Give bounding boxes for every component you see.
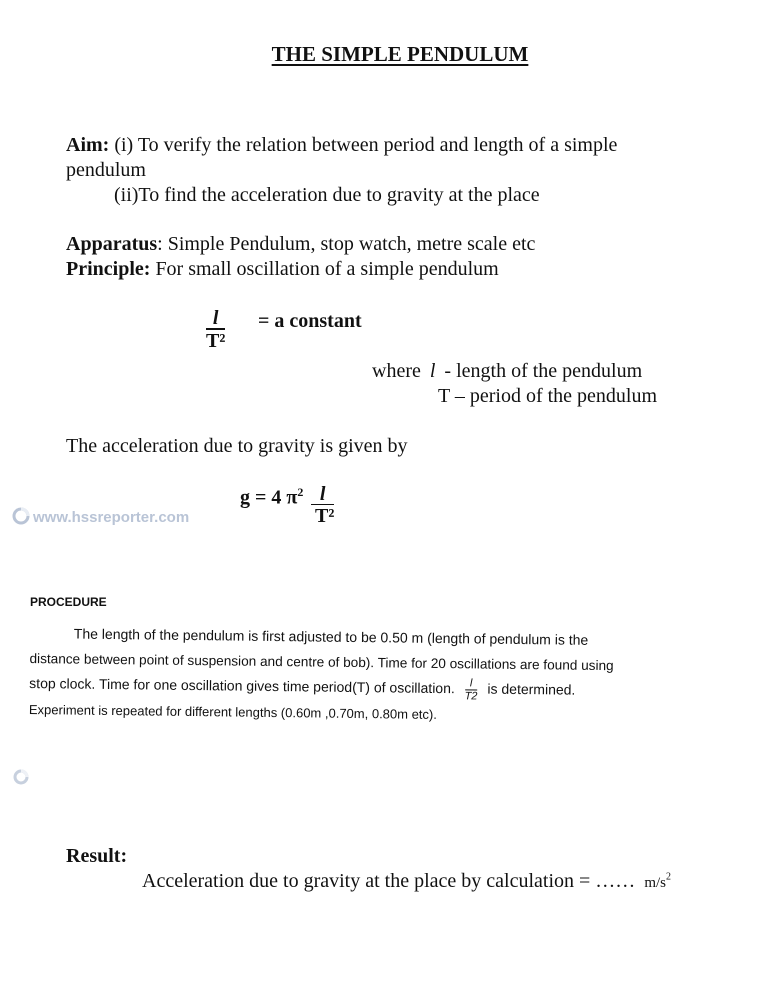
procedure-line-4: Experiment is repeated for different lengths (0.60m ,0.70m, 0.80m etc). [28, 701, 438, 722]
procedure-line-3a: stop clock. Time for one oscillation gives time period(T) of oscillation. [29, 674, 455, 697]
principle-line [66, 258, 499, 281]
procedure-heading: PROCEDURE [30, 595, 107, 609]
result-unit: m/s [644, 875, 666, 891]
principle-frac-den: T² [206, 330, 226, 352]
where-line-2: T – period of the pendulum [438, 385, 658, 407]
result-line [142, 870, 671, 893]
gravity-formula-left [240, 485, 303, 510]
gravity-formula-sup: 2 [297, 485, 304, 499]
gravity-frac-num: l [311, 484, 334, 505]
principle-text: For small oscillation of a simple pendulum [150, 258, 499, 280]
principle-formula [206, 308, 225, 352]
procedure-line-2: distance between point of suspension and centre of bob). Time for 20 oscillations are found using [29, 650, 614, 674]
apparatus-line [66, 233, 535, 256]
procedure-frac-num: l [465, 677, 478, 690]
apparatus-text: : Simple Pendulum, stop watch, metre scale etc [157, 233, 536, 255]
where-line-1 [372, 360, 642, 383]
where-l-desc: - length of the pendulum [444, 360, 643, 382]
watermark-logo-icon [12, 507, 30, 525]
procedure-line-3b: is determined. [487, 680, 576, 698]
principle-fraction [206, 308, 225, 352]
principle-frac-num: l [206, 308, 225, 330]
gravity-frac-den: T² [315, 505, 335, 527]
principle-equals: = a constant [258, 310, 362, 332]
gravity-fraction-wrap [311, 484, 334, 527]
procedure-fraction [465, 677, 478, 702]
result-text: Acceleration due to gravity at the place by calculation = …… [142, 870, 641, 892]
aim-line-2: pendulum [66, 159, 146, 181]
gravity-formula-text: g = 4 π [240, 486, 298, 509]
watermark-logo-small [12, 768, 32, 791]
where-word: where [372, 360, 421, 382]
gravity-intro: The acceleration due to gravity is given by [66, 435, 408, 457]
page-title: THE SIMPLE PENDULUM [271, 42, 529, 66]
procedure-line-1: The length of the pendulum is first adjusted to be 0.50 m (length of pendulum is the [73, 625, 589, 648]
apparatus-label: Apparatus [66, 233, 158, 255]
gravity-fraction [311, 484, 334, 527]
procedure-text [29, 621, 614, 729]
aim-line-1 [66, 134, 617, 157]
result-label: Result: [66, 845, 128, 867]
principle-label: Principle: [66, 258, 151, 280]
watermark [12, 507, 189, 526]
watermark-text: www.hssreporter.com [33, 509, 190, 526]
aim-text-1: (i) To verify the relation between period and length of a simple [109, 134, 618, 156]
watermark-logo-small-icon [12, 768, 32, 786]
result-unit-sup: 2 [666, 871, 671, 883]
where-l-symbol: l [429, 360, 436, 382]
procedure-frac-den: T2 [464, 690, 478, 703]
aim-line-3: (ii)To find the acceleration due to gravity at the place [114, 184, 540, 206]
aim-label: Aim: [66, 134, 110, 156]
